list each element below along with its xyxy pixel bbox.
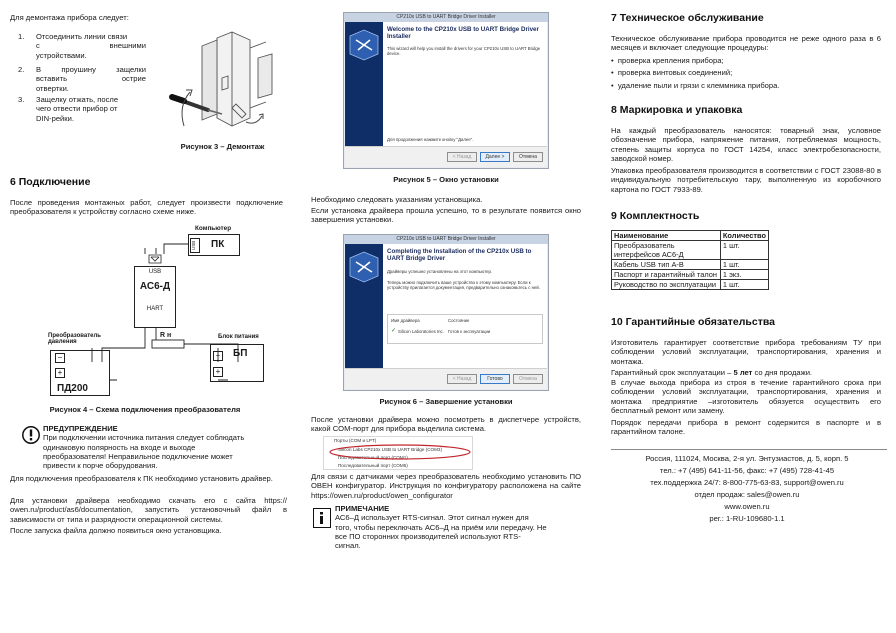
device-model: АС6-Д: [139, 281, 171, 293]
installer-footer: [345, 146, 547, 167]
sensor-box: [50, 350, 110, 396]
dismount-step-2: [18, 65, 146, 93]
step-word: острие: [121, 74, 146, 84]
contact-website: www.owen.ru: [724, 501, 770, 511]
back-button[interactable]: < Назад: [447, 374, 477, 384]
installer-content: [383, 22, 547, 146]
sensor-plus: +: [55, 368, 65, 378]
warning-title: ПРЕДУПРЕЖДЕНИЕ: [43, 424, 118, 433]
next-button[interactable]: Далее >: [480, 152, 510, 162]
table-cell: Паспорт и гарантийный талон: [612, 270, 721, 280]
bullet-icon: •: [611, 80, 618, 90]
dismount-step-1: [18, 32, 146, 60]
installer-footer: [345, 368, 547, 389]
table-header: Количество: [720, 231, 768, 241]
warranty-years: 5 лет: [733, 368, 753, 377]
installer-text: Драйверы успешно установлены на этот компьютер.: [387, 269, 493, 274]
installer-content: [383, 244, 547, 368]
note-line: все ПО сторонних производителей используют RTS-: [335, 531, 521, 541]
step-word: с: [36, 41, 40, 51]
port-silicon-labs[interactable]: Silicon Labs CP210x USB to UART Bridge (COM3): [338, 447, 442, 452]
installer-logo-icon: [346, 28, 382, 62]
driver-row-name: Silicon Laboratories Inc.: [398, 329, 444, 334]
rn-label: R н: [160, 332, 172, 339]
step-number: 2.: [18, 65, 25, 74]
step-word: защелки: [116, 65, 146, 74]
sensor-label: Преобразователь давления: [48, 333, 101, 346]
installer-text: This wizard will help you install the drivers for your CP210x USB to UART Bridge device.: [387, 46, 541, 57]
table-row: [612, 270, 769, 280]
connection-diagram: [42, 220, 282, 402]
warning-line: одинаковую полярность на входе и выходе: [43, 442, 196, 452]
section-10-text-1: Изготовитель гарантирует соответствие прибора требованиям ТУ при соблюдении условий эксплуатации, транспортирования, хранения и монтажа.: [611, 338, 881, 366]
paragraph-driver-download: Для установки драйвера необходимо скачать его с сайта https:// owen.ru/product/as6/documentation, запустить установочный файл в зависимости от типа и разрядности операционной системы.: [10, 496, 287, 524]
device-manager-snippet: [323, 436, 473, 470]
note-title: ПРИМЕЧАНИЕ: [335, 504, 390, 513]
warning-icon: [22, 426, 40, 444]
device-usb-label: USB: [148, 269, 162, 275]
warning-line: привести к порче оборудования.: [43, 461, 158, 470]
section-9-title: 9 Комплектность: [611, 210, 700, 222]
table-header: Наименование: [612, 231, 721, 241]
resistor-icon: [152, 340, 184, 348]
highlight-ellipse: [324, 442, 474, 462]
paragraph-device-manager: После установки драйвера можно посмотреть в диспетчере устройств, какой COM-порт для прибора выделила система.: [311, 415, 581, 434]
section-8-text-1: На каждый преобразователь наносятся: товарный знак, условное обозначение прибора, напряжение питания, потребляемая мощность, степень защиты корпуса по ГОСТ 14254, класс электробезопасности, заводской номер.: [611, 126, 881, 163]
psu-minus: −: [213, 351, 223, 361]
note-line: того, чтобы переключать АС6–Д на приём или передачу. Не: [335, 522, 547, 532]
installer-complete-screenshot: [343, 234, 549, 391]
table-cell: Руководство по эксплуатации: [612, 280, 721, 290]
pc-box: [188, 234, 240, 256]
step-line: DIN-рейки.: [36, 113, 74, 123]
ac6-device-box: [134, 266, 176, 328]
back-button[interactable]: < Назад: [447, 152, 477, 162]
installer-heading: Welcome to the CP210x USB to UART Bridge Driver Installer: [387, 26, 539, 41]
step-word: внешними: [109, 41, 146, 51]
table-row: [612, 280, 769, 290]
contact-support: тех.поддержка 24/7: 8-800-775-63-83, support@owen.ru: [650, 477, 844, 487]
section-10-text-3: Порядок передачи прибора в ремонт содержится в паспорте и в гарантийном талоне.: [611, 418, 881, 437]
psu-box: [210, 344, 264, 382]
figure-5-caption: Рисунок 5 – Окно установки: [393, 175, 499, 184]
table-cell: 1 шт.: [720, 241, 768, 260]
driver-row-state: Готов к эксплуатации: [448, 329, 491, 334]
installer-sidebar: [345, 244, 383, 368]
step-line: Отсоединить линии связи: [36, 32, 128, 41]
check-icon: ✓: [391, 328, 397, 334]
paragraph-follow-installer: Необходимо следовать указаниям установщика.: [311, 195, 483, 204]
table-cell: Преобразователь интерфейсов АС6-Д: [612, 241, 721, 260]
section-10-text-2: В случае выхода прибора из строя в течение гарантийного срока при соблюдении условий эксплуатации, транспортирования, хранения и монтажа предприятие –изготовитель обязуется осуществить его бесплатный ремонт или замену.: [611, 378, 881, 415]
psu-label: Блок питания: [218, 334, 259, 340]
port-com5[interactable]: Последовательный порт (COM5): [338, 463, 408, 468]
window-titlebar: CP210x USB to UART Bridge Driver Installer: [344, 13, 548, 22]
dismount-intro: Для демонтажа прибора следует:: [10, 13, 129, 22]
note-line: сигнал.: [335, 541, 361, 550]
dismount-illustration: [162, 18, 282, 136]
note-line: АС6–Д использует RTS-сигнал. Этот сигнал нужен для: [335, 513, 529, 523]
table-cell: 1 шт.: [720, 260, 768, 270]
step-line: отвертки.: [36, 83, 69, 93]
finish-button[interactable]: Готово: [480, 374, 510, 384]
divider: [611, 449, 887, 450]
list-item: • удаление пыли и грязи с клеммника прибора.: [611, 80, 780, 90]
step-line: Защелку отжать, после: [36, 95, 119, 104]
section-7-title: 7 Техническое обслуживание: [611, 12, 764, 24]
table-cell: 1 шт.: [720, 280, 768, 290]
warning-line: При подключении источника питания следует соблюдать: [43, 433, 245, 443]
cancel-button[interactable]: Отмена: [513, 152, 543, 162]
cancel-button[interactable]: Отмена: [513, 374, 543, 384]
bullet-icon: •: [611, 56, 618, 65]
step-word: В: [36, 65, 42, 74]
computer-label: Компьютер: [195, 225, 232, 232]
figure-4-caption: Рисунок 4 – Схема подключения преобразователя: [49, 405, 241, 414]
warning-block: [43, 424, 288, 470]
list-item: • проверка крепления прибора;: [611, 56, 724, 65]
section-10-title: 10 Гарантийные обязательства: [611, 316, 776, 328]
warranty-period: Гарантийный срок эксплуатации – 5 лет со дня продажи.: [611, 368, 813, 377]
step-word: вставить: [36, 74, 68, 84]
paragraph-configurator: Для связи с датчиками через преобразователь необходимо установить ПО ОВЕН конфигуратор. Инструкция по конфигуратору расположена на сайте https://owen.ru/product/owen_configurator: [311, 472, 581, 500]
step-word: проушину: [61, 65, 96, 74]
note-block: [335, 504, 580, 550]
installer-heading: Completing the Installation of the CP210x USB to UART Bridge Driver: [387, 248, 532, 263]
section-8-text-2: Упаковка преобразователя производится в соответствии с ГОСТ 23088-80 в индивидуальную потребительскую тару, выполненную из коробочного картона по ГОСТ 7933-89.: [611, 166, 881, 194]
step-line: устройствами.: [36, 50, 87, 60]
step-line: чего отвести прибор от: [36, 104, 118, 114]
usb-plug-icon: [148, 254, 162, 264]
paragraph-driver-needed: Для подключения преобразователя к ПК необходимо установить драйвер.: [10, 474, 273, 483]
table-header-row: [612, 231, 769, 241]
sensor-minus: −: [55, 353, 65, 363]
contents-table: [611, 230, 769, 290]
bullet-icon: •: [611, 68, 618, 78]
psu-plus: +: [213, 367, 223, 377]
section-7-text: Техническое обслуживание прибора проводится не реже одного раза в 6 месяцев и включает следующие процедуры:: [611, 34, 881, 53]
driver-list: [387, 314, 543, 344]
pc-label: ПК: [211, 239, 225, 250]
contact-phone: тел.: +7 (495) 641-11-56, факс: +7 (495) 728-41-45: [659, 465, 835, 475]
table-cell: Кабель USB тип A-B: [612, 260, 721, 270]
table-cell: 1 экз.: [720, 270, 768, 280]
installer-text: Теперь можно подключить ваше устройство к этому компьютеру. Если к устройству прилагается документация, предварительно ознакомьтесь с ней.: [387, 280, 540, 291]
paragraph-success: Если установка драйвера прошла успешно, то в результате появится окно завершения установки.: [311, 206, 581, 225]
installer-hint: Для продолжения нажмите кнопку "Далее".: [387, 136, 474, 142]
contact-sales: отдел продаж: sales@owen.ru: [694, 489, 800, 499]
installer-welcome-screenshot: [343, 12, 549, 169]
list-item: • проверка винтовых соединений;: [611, 68, 733, 78]
figure-6-caption: Рисунок 6 – Завершение установки: [379, 397, 513, 406]
section-6-text: После проведения монтажных работ, следует произвести подключение преобразователя к устройству согласно схеме ниже.: [10, 198, 283, 217]
psu-model: БП: [233, 348, 248, 359]
pc-usb-port: USB: [190, 238, 200, 253]
step-number: 1.: [18, 32, 25, 41]
port-com1[interactable]: Последовательный порт (COM1): [338, 455, 408, 460]
ports-group: Порты (COM и LPT): [334, 438, 377, 443]
maintenance-list: [611, 56, 881, 90]
section-6-title: 6 Подключение: [10, 176, 91, 188]
middle-column: [311, 0, 581, 633]
left-column: [10, 0, 297, 633]
installer-logo-icon: [346, 250, 382, 284]
section-8-title: 8 Маркировка и упаковка: [611, 104, 743, 116]
right-column: [611, 0, 883, 633]
installer-sidebar: [345, 22, 383, 146]
contact-address: Россия, 111024, Москва, 2-я ул. Энтузиастов, д. 5, корп. 5: [645, 454, 849, 463]
step-number: 3.: [18, 95, 25, 104]
driver-column-name: Имя драйвера: [391, 318, 420, 323]
warning-line: преобразователя! Неправильное подключение может: [43, 451, 233, 461]
registration-number: рег.: 1-RU-109680-1.1: [709, 513, 785, 523]
info-icon: [313, 508, 331, 528]
sensor-model: ПД200: [57, 383, 88, 394]
table-row: [612, 241, 769, 260]
contacts-block: [611, 453, 883, 525]
device-hart-label: HART: [146, 305, 164, 312]
table-row: [612, 260, 769, 270]
driver-column-state: Состояние: [448, 318, 470, 323]
dismount-step-3: [18, 95, 146, 123]
figure-3-caption: Рисунок 3 – Демонтаж: [180, 142, 265, 151]
window-titlebar: CP210x USB to UART Bridge Driver Installer: [344, 235, 548, 244]
paragraph-installer-window: После запуска файла должно появиться окно установщика.: [10, 526, 222, 535]
